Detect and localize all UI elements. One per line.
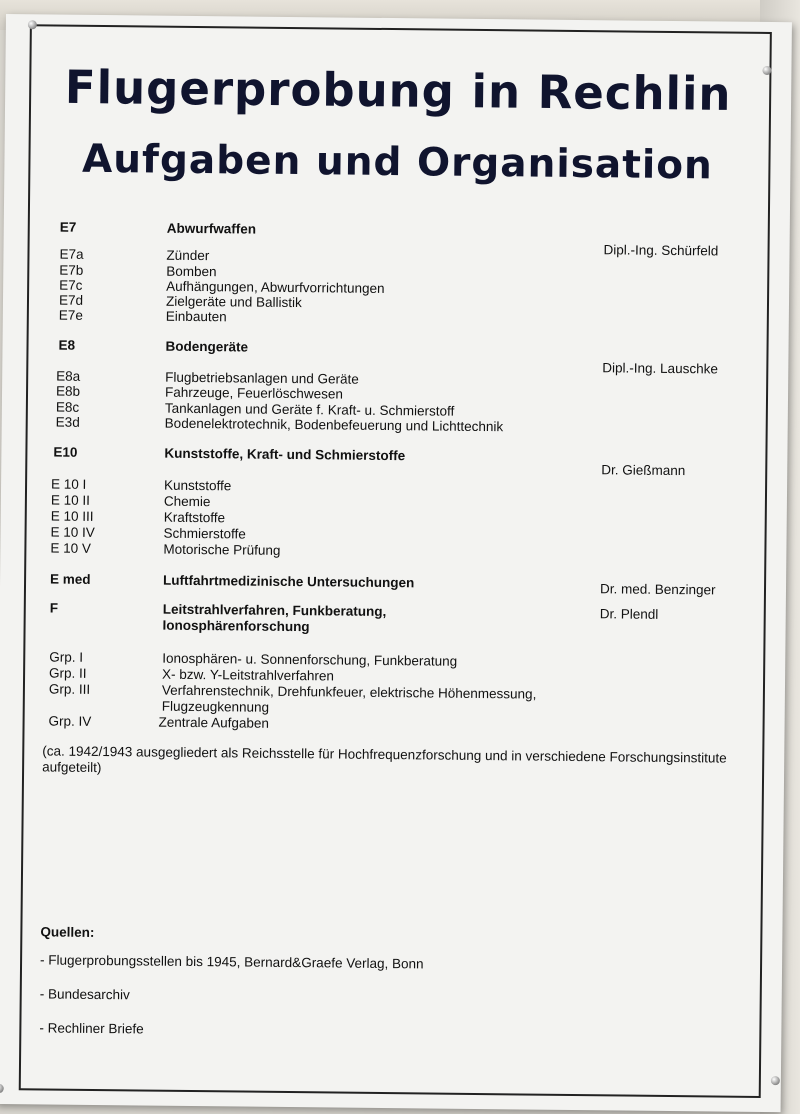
item-code: E7e [58,307,83,323]
item-text: Aufhängungen, Abwurfvorrichtungen [166,278,385,296]
item-code: Grp. IV [48,713,92,729]
screw-icon [771,1076,780,1085]
item-text: Kraftstoffe [163,509,226,526]
item-text: Zielgeräte und Ballistik [165,293,302,311]
department-head: Dipl.-Ing. Schürfeld [603,242,719,259]
section-code: E med [50,571,91,587]
item-text: Kunststoffe [163,477,232,494]
screw-icon [28,20,37,29]
footnote: (ca. 1942/1943 ausgegliedert als Reichsstelle für Hochfrequenzforschung und in verschiedene Forschungsinstitute aufgeteilt) [42,743,727,776]
item-code: Grp. III [48,681,91,697]
department-head: Dipl.-Ing. Lauschke [602,360,718,377]
item-code: E8c [55,399,80,415]
item-code: E8b [55,383,81,399]
department-head: Dr. Gießmann [601,462,686,479]
item-text: Motorische Prüfung [163,541,281,558]
item-text: Verfahrenstechnik, Drehfunkfeuer, elektrische Höhenmessung, [161,682,537,702]
item-text: X- bzw. Y-Leitstrahlverfahren [162,666,335,684]
item-text: Flugzeugkennung [161,698,270,715]
screw-icon [0,1084,4,1093]
section-code: F [49,600,59,616]
section-code: E10 [53,444,78,460]
item-text: Fahrzeuge, Feuerlöschwesen [164,384,343,402]
item-code: E7d [58,292,84,308]
item-text: Chemie [163,493,211,510]
item-text: Zentrale Aufgaben [158,714,270,731]
sources-title: Quellen: [40,924,95,940]
section-heading: Luftfahrtmedizinische Untersuchungen [163,572,415,591]
item-code: E3d [55,414,80,430]
item-code: E 10 I [51,476,87,492]
item-code: E 10 V [50,540,92,556]
section-heading: Leitstrahlverfahren, Funkberatung, [162,601,387,620]
item-code: E8a [56,368,81,384]
item-text: Zünder [166,247,210,264]
item-text: Einbauten [165,308,227,325]
item-text: Ionosphären- u. Sonnenforschung, Funkberatung [162,650,458,669]
source-item: - Flugerprobungsstellen bis 1945, Bernard&Graefe Verlag, Bonn [40,952,424,972]
item-code: E 10 IV [50,524,95,540]
item-code: E 10 III [50,508,94,524]
department-head: Dr. med. Benzinger [599,581,716,598]
page-subtitle: Aufgaben und Organisation [81,136,714,189]
item-code: E7a [59,246,84,262]
item-code: E 10 II [50,492,91,508]
item-text: Flugbetriebsanlagen und Geräte [165,369,359,387]
item-text: Schmierstoffe [163,525,246,542]
section-heading-continued: Ionosphärenforschung [162,617,310,635]
source-item: - Rechliner Briefe [39,1020,144,1037]
section-heading: Kunststoffe, Kraft- und Schmierstoffe [164,445,406,464]
item-code: E7b [59,262,84,278]
section-code: E7 [59,219,77,235]
item-text: Bomben [166,263,217,280]
item-code: E7c [59,277,83,293]
item-text: Bodenelektrotechnik, Bodenbefeuerung und Lichttechnik [164,415,504,435]
section-heading: Bodengeräte [165,338,249,355]
info-board [0,14,792,1112]
page-title: Flugerprobung in Rechlin [64,60,732,122]
department-head: Dr. Plendl [599,606,659,622]
source-item: - Bundesarchiv [39,986,130,1003]
item-text: Tankanlagen und Geräte f. Kraft- u. Schmierstoff [164,400,455,419]
item-code: Grp. I [49,649,84,665]
section-code: E8 [58,337,76,353]
section-heading: Abwurfwaffen [166,220,257,237]
item-code: Grp. II [49,665,87,681]
